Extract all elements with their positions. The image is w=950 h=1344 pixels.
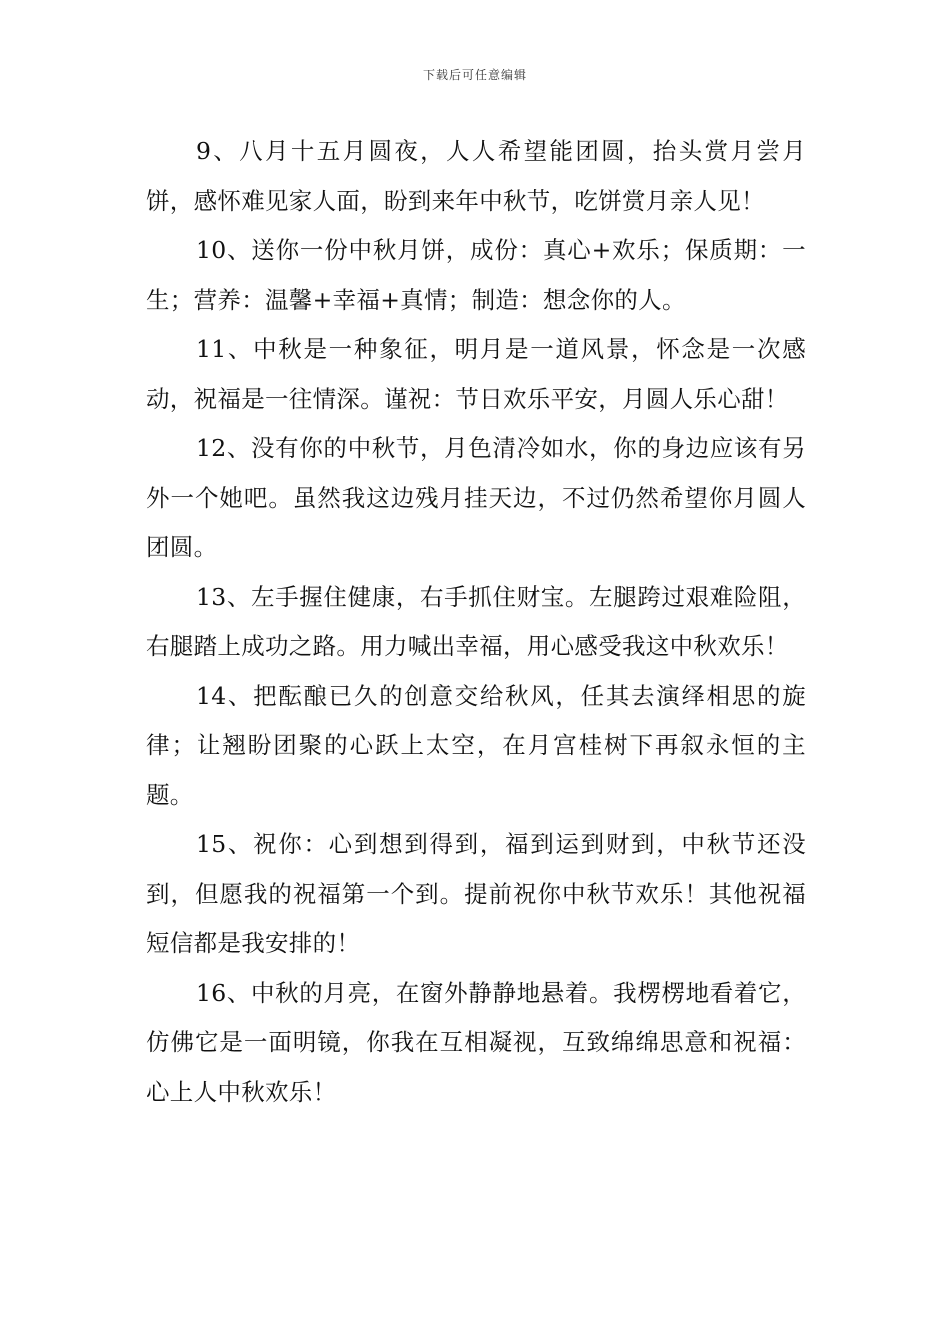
paragraph-14: 14、把酝酿已久的创意交给秋风，任其去演绎相思的旋律；让翘盼团聚的心跃上太空，在月宫桂树下再叙永恒的主题。 [146, 681, 806, 809]
paragraph-15: 15、祝你：心到想到得到，福到运到财到，中秋节还没到，但愿我的祝福第一个到。提前祝你中秋节欢乐！其他祝福短信都是我安排的！ [146, 830, 806, 957]
header-note: 下载后可任意编辑 [422, 68, 527, 82]
paragraph-10: 10、送你一份中秋月饼，成份：真心+欢乐；保质期：一生；营养：温馨+幸福+真情；制造：想念你的人。 [146, 236, 806, 314]
paragraph-16: 16、中秋的月亮，在窗外静静地悬着。我楞楞地看着它，仿佛它是一面明镜，你我在互相凝视，互致绵绵思意和祝福：心上人中秋欢乐！ [146, 978, 806, 1106]
paragraph-11: 11、中秋是一种象征，明月是一道风景，怀念是一次感动，祝福是一往情深。谨祝：节日欢乐平安，月圆人乐心甜！ [146, 335, 806, 413]
paragraph-13: 13、左手握住健康，右手抓住财宝。左腿跨过艰难险阻，右腿踏上成功之路。用力喊出幸福，用心感受我这中秋欢乐！ [146, 582, 806, 660]
paragraph-12: 12、没有你的中秋节，月色清冷如水，你的身边应该有另外一个她吧。虽然我这边残月挂天边，不过仍然希望你月圆人团圆。 [146, 434, 806, 561]
paragraph-9: 9、八月十五月圆夜，人人希望能团圆，抬头赏月尝月饼，感怀难见家人面，盼到来年中秋节，吃饼赏月亲人见！ [146, 137, 806, 215]
document-body [146, 127, 806, 1117]
